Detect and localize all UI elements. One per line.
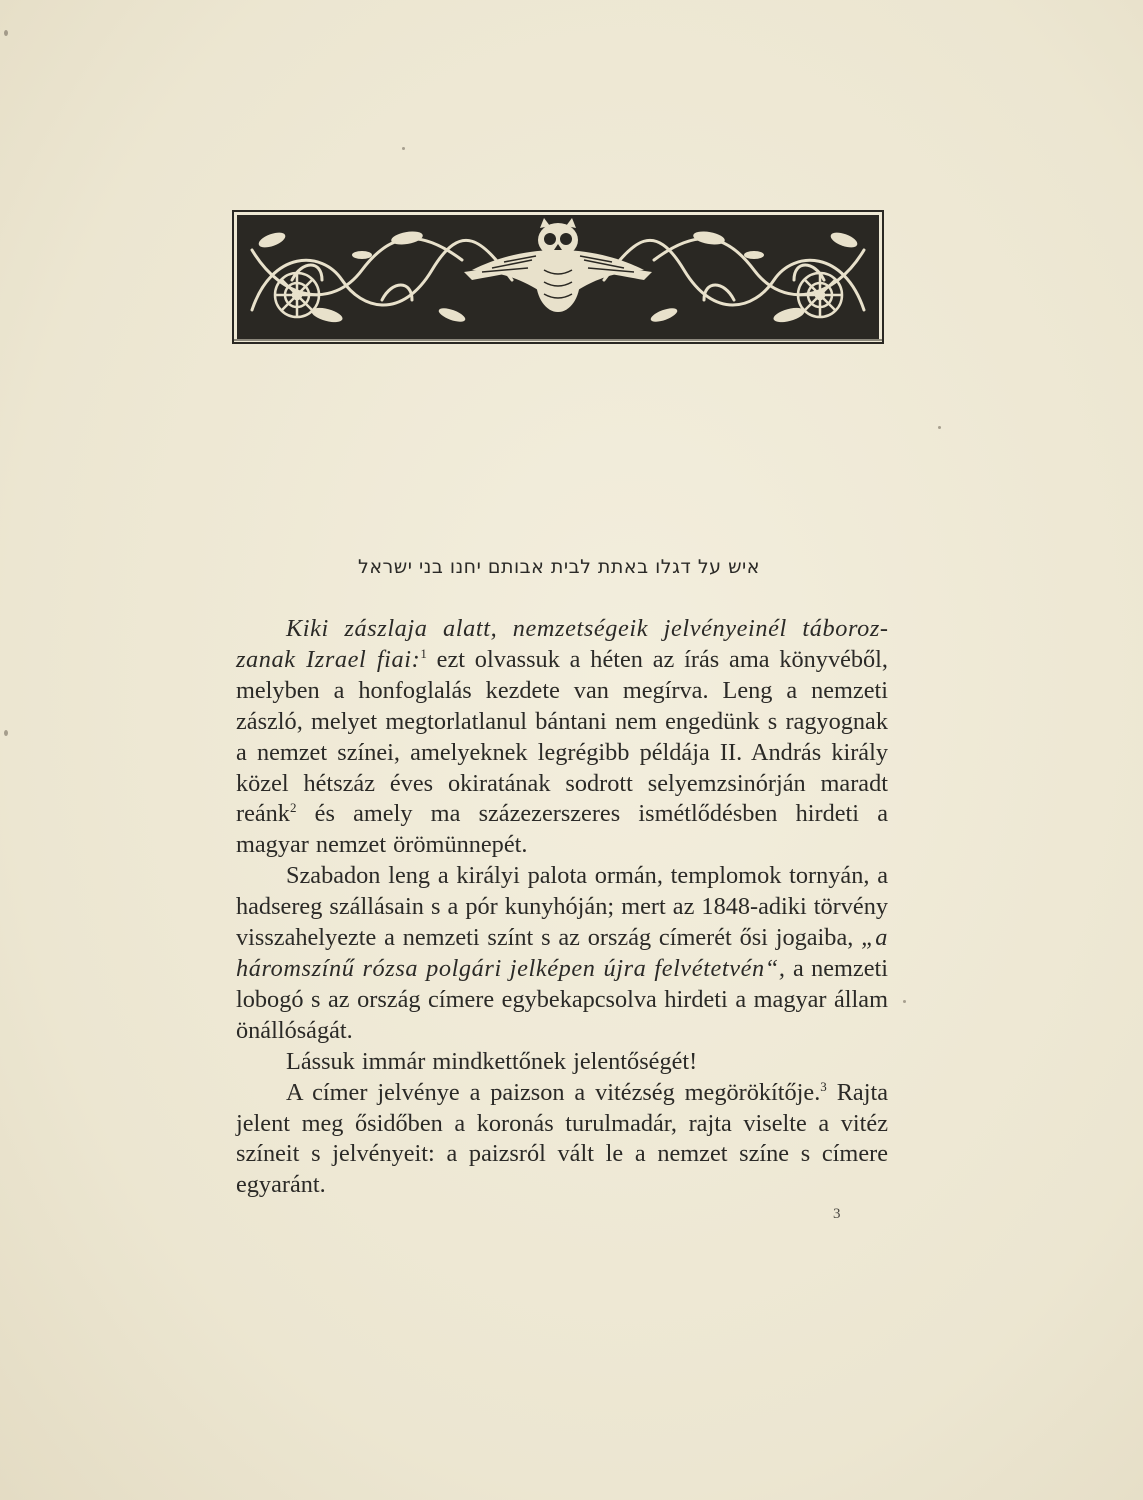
italic-quote: „a háromszínű rózsa polgári jelképen újra felvétetvén“, (236, 924, 888, 982)
paragraph (236, 861, 888, 1046)
footnote-marker: 2 (289, 800, 297, 816)
footnote-marker: 3 (820, 1078, 827, 1094)
paragraph (236, 1047, 888, 1078)
ink-speck (4, 30, 8, 36)
ink-speck (4, 730, 8, 736)
paragraph-text: Szabadon leng a királyi palota ormán, templomok tornyán, a hadsereg szállásain s a pór kunyhóján; mert az 1848-adiki törvény visszahelyezte a nemzeti színt s az ország címerét ősi jogaiba, (236, 862, 888, 952)
right-rosette (798, 273, 842, 317)
page-number: 3 (833, 1206, 841, 1222)
paragraph-text: A címer jelvénye a paizson a vitézség megörökítője. (286, 1078, 821, 1106)
owl-floral-headpiece-icon (232, 210, 884, 344)
ink-speck (903, 1000, 906, 1003)
paragraph-text: ezt olvassuk a héten az írás ama könyvéből, melyben a honfoglalás kezdete van megírva. Leng a nemzeti zászló, melyet megtorlatlanul bántani nem engedünk s ragyognak a nemzet színei, amelyeknek legrégibb példája II. András király közel hétszáz éves okiratának sodrott selyemzsinórján maradt reánk (236, 645, 888, 828)
paragraph-text: a nemzeti lobogó s az ország címere egybekapcsolva hirdeti a magyar állam önállóságát. (236, 954, 888, 1044)
paragraph (236, 614, 888, 861)
italic-quote: Kiki zászlaja alatt, nemzetségeik jelvényeinél táborozzanak Izrael fiai: (236, 615, 888, 673)
paragraph-text: Lássuk immár mindkettőnek jelentőségét! (286, 1047, 698, 1075)
ink-speck (938, 426, 941, 429)
paragraph-text: Rajta jelent meg ősidőben a koronás turulmadár, rajta viselte a vitéz színeit s jelvényeit: a paizsról vált le a nemzet színe s címere egyaránt. (236, 1078, 888, 1199)
paragraph (236, 1078, 888, 1202)
body-text (236, 614, 888, 1201)
ink-speck (402, 147, 405, 150)
footnote-marker: 1 (420, 645, 427, 661)
hebrew-epigraph: איש על דגלו באתת לבית אבותם יחנו בני ישראל (358, 556, 760, 578)
left-rosette (275, 273, 319, 317)
paragraph-text: és amely ma százezerszeres ismétlődésben hirdeti a magyar nemzet örömünnepét. (236, 800, 888, 859)
